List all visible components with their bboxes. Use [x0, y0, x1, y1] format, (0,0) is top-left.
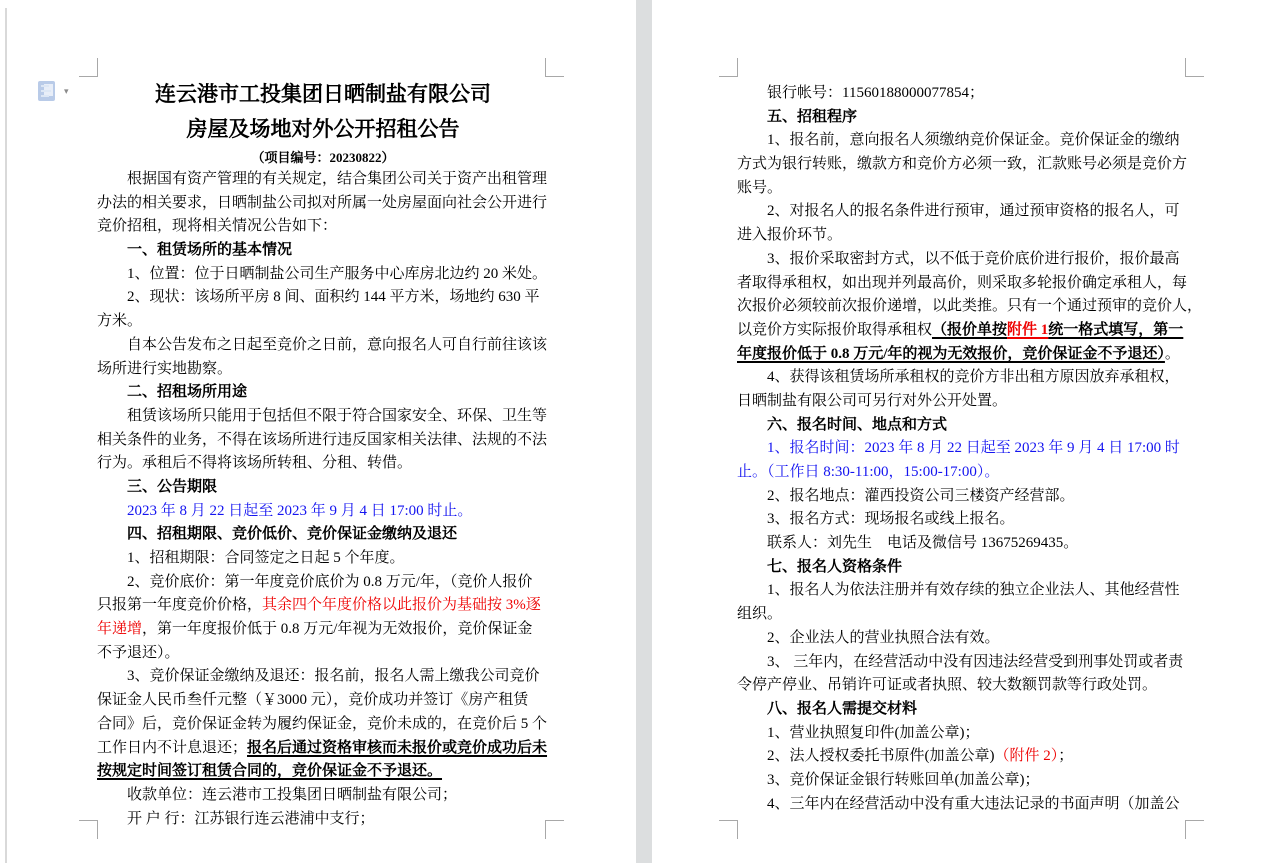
text-segment: 保证金人民币叁仟元整（￥3000 元），竞价成功并签订《房产租赁: [97, 692, 529, 709]
text-segment: 2、现状：该场所平房 8 间、面积约 144 平方米，场地约 630 平: [127, 289, 540, 306]
text-line: [737, 437, 1189, 461]
text-line: [97, 594, 549, 618]
text-segment: 收款单位：连云港市工投集团日晒制盐有限公司；: [127, 786, 458, 803]
text-segment: 2、报名地点：灌西投资公司三楼资产经营部。: [767, 487, 1075, 504]
text-segment: 根据国有资产管理的有关规定，结合集团公司关于资产出租管理: [127, 171, 548, 187]
text-line: [737, 224, 1189, 248]
text-line: [97, 358, 549, 382]
text-segment: 2、竞价底价：第一年度竞价底价为 0.8 万元/年，（竞价人报价: [127, 573, 533, 590]
text-segment: 其余四个年度价格以此报价为基础按 3%逐: [262, 597, 541, 614]
text-segment: 年递增: [97, 621, 143, 638]
text-line: [737, 343, 1189, 367]
text-segment: 一、租赁场所的基本情况: [127, 242, 293, 259]
text-line: [97, 239, 549, 263]
text-line: [97, 500, 549, 524]
text-segment: 三、公告期限: [127, 478, 218, 495]
text-line: [737, 532, 1189, 556]
text-segment: 1、报名人为依法注册并有效存续的独立企业法人、其他经营性: [767, 582, 1180, 599]
text-segment: 相关条件的业务，不得在该场所进行违反国家相关法律、法规的不法: [97, 431, 548, 448]
crop-mark-page2-bottom-left: [719, 820, 738, 839]
text-segment: 2、法人授权委托书原件(加盖公章): [767, 748, 995, 765]
page2-text-column: [737, 82, 1203, 816]
text-segment: 不予退还）。: [97, 644, 180, 661]
text-line: [737, 769, 1189, 793]
paste-icon: [38, 81, 55, 101]
crop-mark-page1-top-left: [79, 58, 98, 77]
text-segment: 七、报名人资格条件: [767, 558, 903, 575]
text-line: [737, 295, 1203, 319]
text-line: [737, 272, 1189, 296]
text-line: [737, 177, 1189, 201]
text-segment: 银行帐号：11560188000077854；: [767, 85, 984, 101]
page-gap: [636, 0, 652, 863]
text-segment: （附件 2）: [994, 748, 1059, 765]
crop-mark-page1-bottom-left: [79, 820, 98, 839]
text-line: [97, 689, 549, 713]
text-line: [97, 808, 549, 832]
text-line: [97, 642, 549, 666]
text-line: [737, 556, 1189, 580]
text-segment: 报名后通过资格审核而未报价或竞价成功后未: [247, 739, 548, 756]
text-line: [97, 452, 549, 476]
text-segment: 1、位置：位于日晒制盐公司生产服务中心库房北边约 20 米处。: [127, 265, 548, 282]
paste-options-button[interactable]: [38, 81, 78, 105]
crop-mark-page2-top-right: [1185, 58, 1204, 77]
text-segment: 办法的相关要求，日晒制盐公司拟对所属一处房屋面向社会公开进行: [97, 194, 548, 211]
text-segment: ，第一年度报价低于 0.8 万元/年视为无效报价，竞价保证金: [142, 621, 533, 638]
text-segment: 者取得承租权，如出现并列最高价，则采取多轮报价确定承租人，每: [737, 274, 1188, 291]
text-line: [737, 153, 1189, 177]
text-line: [97, 429, 549, 453]
text-line: [737, 651, 1189, 675]
text-segment: 按规定时间签订租赁合同的，竞价保证金不予退还。: [97, 763, 443, 780]
text-line: [97, 168, 549, 192]
text-line: [737, 722, 1189, 746]
text-segment: 联系人：刘先生 电话及微信号 13675269435。: [767, 535, 1079, 552]
text-line: [737, 745, 1189, 769]
text-line: [97, 571, 549, 595]
text-segment: 五、招租程序: [767, 108, 858, 125]
text-segment: 次报价必须较前次报价递增，以此类推。只有一个通过预审的竞价人，: [737, 298, 1203, 315]
text-segment: 行为。承租后不得将该场所转租、分租、转借。: [97, 455, 413, 472]
text-line: [737, 82, 1189, 106]
text-segment: 四、招租期限、竞价低价、竞价保证金缴纳及退还: [127, 526, 458, 543]
text-line: [737, 627, 1189, 651]
text-segment: 八、报名人需提交材料: [767, 700, 918, 717]
text-segment: 3、报名方式：现场报名或线上报名。: [767, 511, 1015, 528]
text-line: [737, 390, 1189, 414]
text-line: [97, 784, 549, 808]
text-line: [737, 674, 1189, 698]
window-edge-line: [5, 8, 7, 863]
text-segment: 统一格式填写，第一: [1048, 321, 1184, 338]
text-segment: 账号。: [737, 179, 783, 196]
crop-mark-page2-top-left: [719, 58, 738, 77]
text-segment: 令停产停业、吊销许可证或者执照、较大数额罚款等行政处罚。: [737, 677, 1158, 694]
text-line: [737, 461, 1189, 485]
text-line: [737, 366, 1189, 390]
text-segment: 止。（工作日 8:30-11:00，15:00-17:00）。: [737, 464, 1000, 480]
text-segment: ；: [1058, 748, 1074, 765]
text-line: [737, 200, 1189, 224]
text-segment: 2、对报名人的报名条件进行预审，通过预审资格的报名人，可: [767, 203, 1180, 220]
text-segment: 3、 三年内，在经营活动中没有因违法经营受到刑事处罚或者责: [767, 653, 1184, 670]
text-line: [97, 334, 549, 358]
text-segment: 1、报名时间：2023 年 8 月 22 日起至 2023 年 9 月 4 日 17:00 时: [767, 440, 1180, 457]
text-segment: 以竞价方实际报价取得承租权: [737, 321, 933, 338]
text-line: [737, 248, 1189, 272]
text-line: [97, 405, 549, 429]
text-segment: 方式为银行转账，缴款方和竞价方必须一致，汇款账号必须是竞价方: [737, 156, 1188, 173]
text-segment: 竞价招租，现将相关情况公告如下：: [97, 218, 338, 235]
text-line: [737, 793, 1189, 817]
text-line: [737, 485, 1189, 509]
text-line: [97, 547, 549, 571]
text-line: [97, 713, 549, 737]
page2-body: [737, 82, 1203, 816]
text-line: [97, 310, 549, 334]
text-segment: 2023 年 8 月 22 日起至 2023 年 9 月 4 日 17:00 时止。: [127, 502, 473, 519]
text-segment: 3、竞价保证金缴纳及退还：报名前，报名人需上缴我公司竞价: [127, 668, 540, 685]
text-line: [737, 319, 1189, 343]
text-segment: 工作日内不计息退还；: [97, 739, 248, 756]
doc-title-line2: 房屋及场地对外公开招租公告: [186, 117, 460, 141]
text-segment: 1、报名前，意向报名人须缴纳竞价保证金。竞价保证金的缴纳: [767, 132, 1180, 149]
text-segment: 六、报名时间、地点和方式: [767, 416, 948, 433]
text-segment: 附件 1: [1007, 321, 1049, 338]
text-segment: 4、获得该租赁场所承租权的竞价方非出租方原因放弃承租权，: [767, 369, 1180, 386]
text-line: [737, 603, 1189, 627]
text-line: [97, 760, 549, 784]
text-segment: 1、营业执照复印件(加盖公章)；: [767, 724, 980, 741]
text-segment: 合同》后，竞价保证金转为履约保证金，竞价未成的，在竞价后 5 个: [97, 715, 548, 732]
text-segment: 3、竞价保证金银行转账回单(加盖公章)；: [767, 771, 1040, 788]
text-line: [97, 286, 549, 310]
text-segment: 租赁该场所只能用于包括但不限于符合国家安全、环保、卫生等: [127, 407, 548, 424]
text-segment: 4、三年内在经营活动中没有重大违法记录的书面声明（加盖公: [767, 795, 1180, 812]
text-segment: 1、招租期限：合同签定之日起 5 个年度。: [127, 550, 405, 566]
text-line: [737, 414, 1189, 438]
text-line: [737, 129, 1189, 153]
text-line: [737, 106, 1189, 130]
text-line: [97, 381, 549, 405]
text-segment: 2、企业法人的营业执照合法有效。: [767, 629, 1000, 646]
text-line: [737, 508, 1189, 532]
text-segment: 组织。: [737, 606, 783, 623]
project-number: （项目编号：20230822）: [251, 150, 395, 165]
crop-mark-page1-top-right: [545, 58, 564, 77]
text-line: [737, 698, 1189, 722]
text-line: [97, 263, 549, 287]
text-segment: 方米。: [97, 313, 143, 330]
text-segment: （报价单按: [932, 321, 1008, 338]
chevron-down-icon: ▾: [64, 87, 69, 97]
text-segment: 二、招租场所用途: [127, 384, 248, 401]
text-line: [97, 215, 549, 239]
text-segment: 进入报价环节。: [737, 227, 843, 244]
text-segment: 场所进行实地勘察。: [97, 360, 233, 377]
text-segment: 年度报价低于 0.8 万元/年的视为无效报价，竞价保证金不予退还）: [737, 345, 1165, 362]
text-line: [97, 737, 549, 761]
text-segment: 开 户 行：江苏银行连云港浦中支行；: [127, 810, 375, 827]
page1-text-column: [97, 78, 549, 831]
crop-mark-page2-bottom-right: [1185, 820, 1204, 839]
text-segment: 日晒制盐有限公司可另行对外公开处置。: [737, 392, 1008, 409]
text-segment: 。: [1164, 345, 1180, 362]
text-line: [97, 665, 549, 689]
doc-title-line1: 连云港市工投集团日晒制盐有限公司: [155, 82, 491, 106]
text-line: [97, 192, 549, 216]
text-line: [97, 618, 549, 642]
text-segment: 自本公告发布之日起至竞价之日前，意向报名人可自行前往该该: [127, 336, 548, 353]
text-line: [97, 523, 549, 547]
text-segment: 只报第一年度竞价价格，: [97, 597, 263, 614]
text-line: [737, 579, 1189, 603]
text-segment: 3、报价采取密封方式，以不低于竞价底价进行报价，报价最高: [767, 250, 1180, 267]
text-line: [97, 476, 549, 500]
page1-body: [97, 168, 549, 831]
